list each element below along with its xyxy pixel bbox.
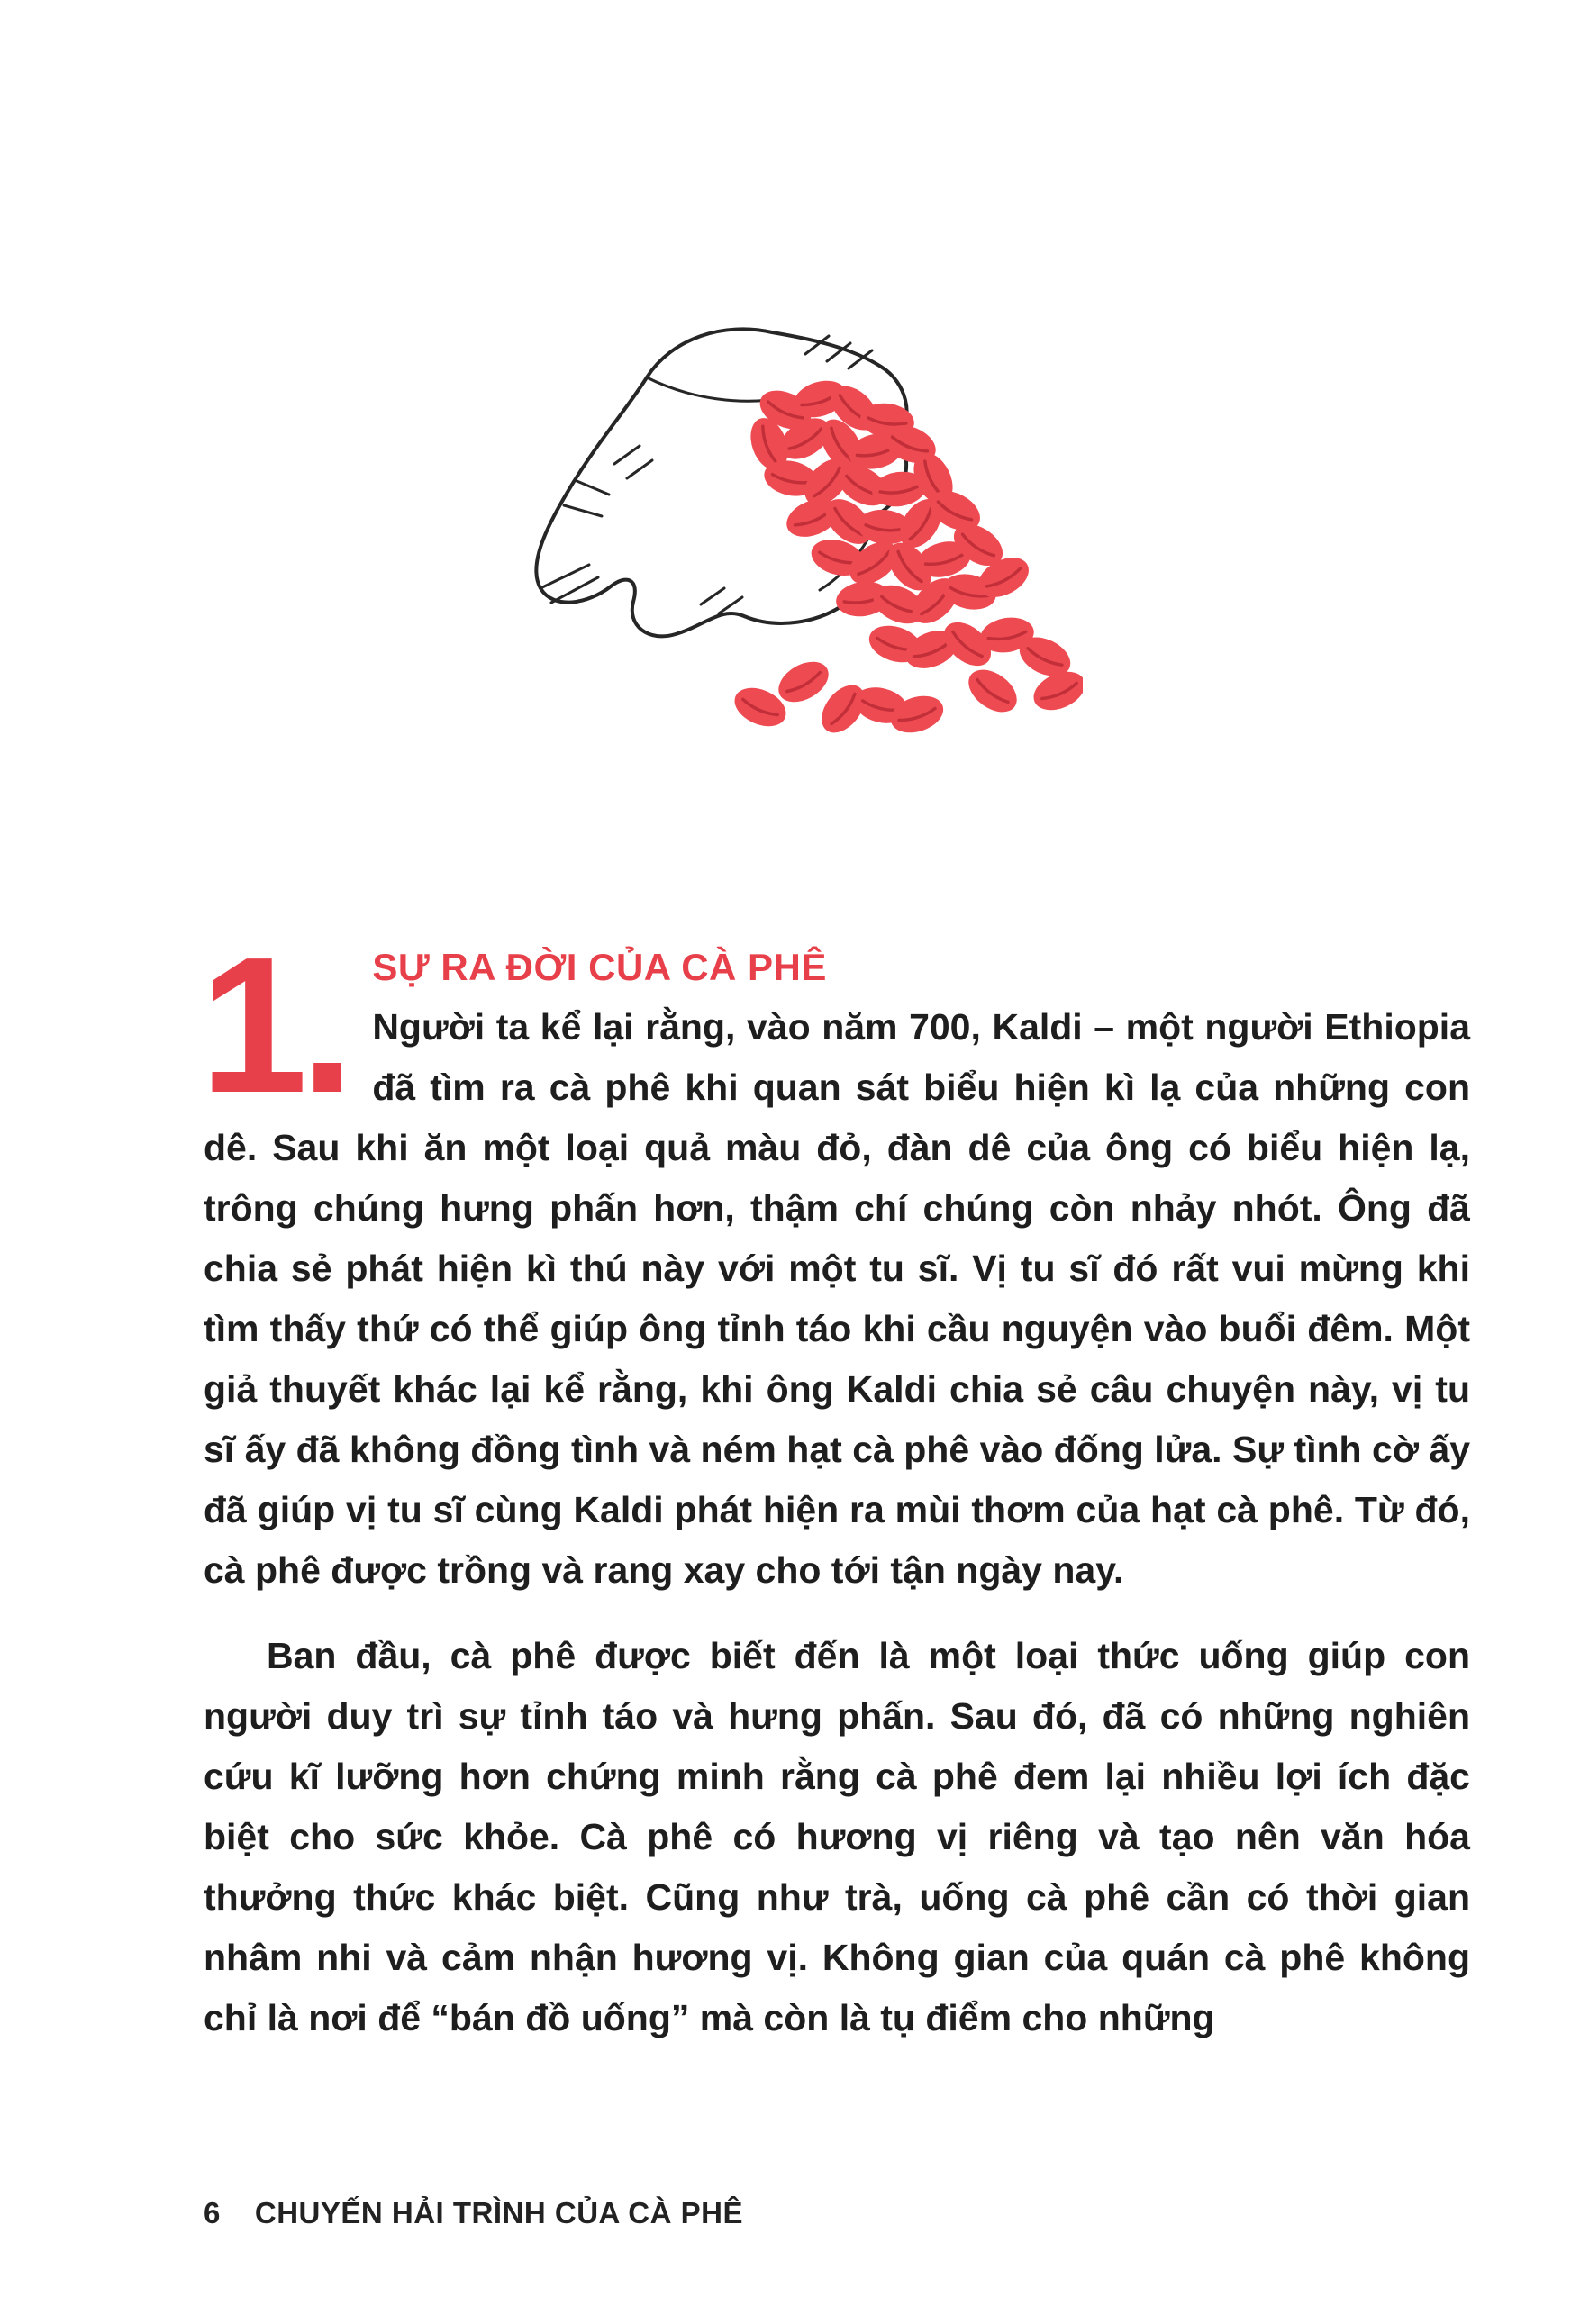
chapter-paragraph-1: Người ta kể lại rằng, vào năm 700, Kaldi – một người Ethiopia đã tìm ra cà phê khi quan sát biểu hiện kì lạ của những con dê. Sau khi ăn một loại quả màu đỏ, đàn dê của ông có biểu hiện lạ, trông chúng hưng phấn hơn, thậm chí chúng còn nhảy nhót. Ông đã chia sẻ phát hiện kì thú này với một tu sĩ. Vị tu sĩ đó rất vui mừng khi tìm thấy thứ có thể giúp ông tỉnh táo khi cầu nguyện vào buổi đêm. Một giả thuyết khác lại kể rằng, khi ông Kaldi chia sẻ câu chuyện này, vị tu sĩ ấy đã không đồng tình và ném hạt cà phê vào đống lửa. Sự tình cờ ấy đã giúp vị tu sĩ cùng Kaldi phát hiện ra mùi thơm của hạt cà phê. Từ đó, cà phê được trồng và rang xay cho tới tận ngày nay.	[204, 1006, 1470, 1591]
chapter-illustration	[488, 302, 1083, 752]
book-title: CHUYẾN HẢI TRÌNH CỦA CÀ PHÊ	[254, 2196, 743, 2229]
chapter-paragraph-2: Ban đầu, cà phê được biết đến là một loại thức uống giúp con người duy trì sự tỉnh táo và hưng phấn. Sau đó, đã có những nghiên cứu kĩ lưỡng hơn chứng minh rằng cà phê đem lại nhiều lợi ích đặc biệt cho sức khỏe. Cà phê có hương vị riêng và tạo nên văn hóa thưởng thức khác biệt. Cũng như trà, uống cà phê cần có thời gian nhâm nhi và cảm nhận hương vị. Không gian của quán cà phê không chỉ là nơi để “bán đồ uống” mà còn là tụ điểm cho những	[204, 1635, 1470, 2038]
page-footer	[204, 2196, 743, 2230]
page-number: 6	[204, 2196, 221, 2229]
chapter-number: 1.	[200, 916, 348, 1133]
chapter-title: SỰ RA ĐỜI CỦA CÀ PHÊ	[372, 946, 827, 988]
chapter-body	[200, 916, 1470, 2048]
coffee-sack-illustration	[488, 302, 1083, 752]
